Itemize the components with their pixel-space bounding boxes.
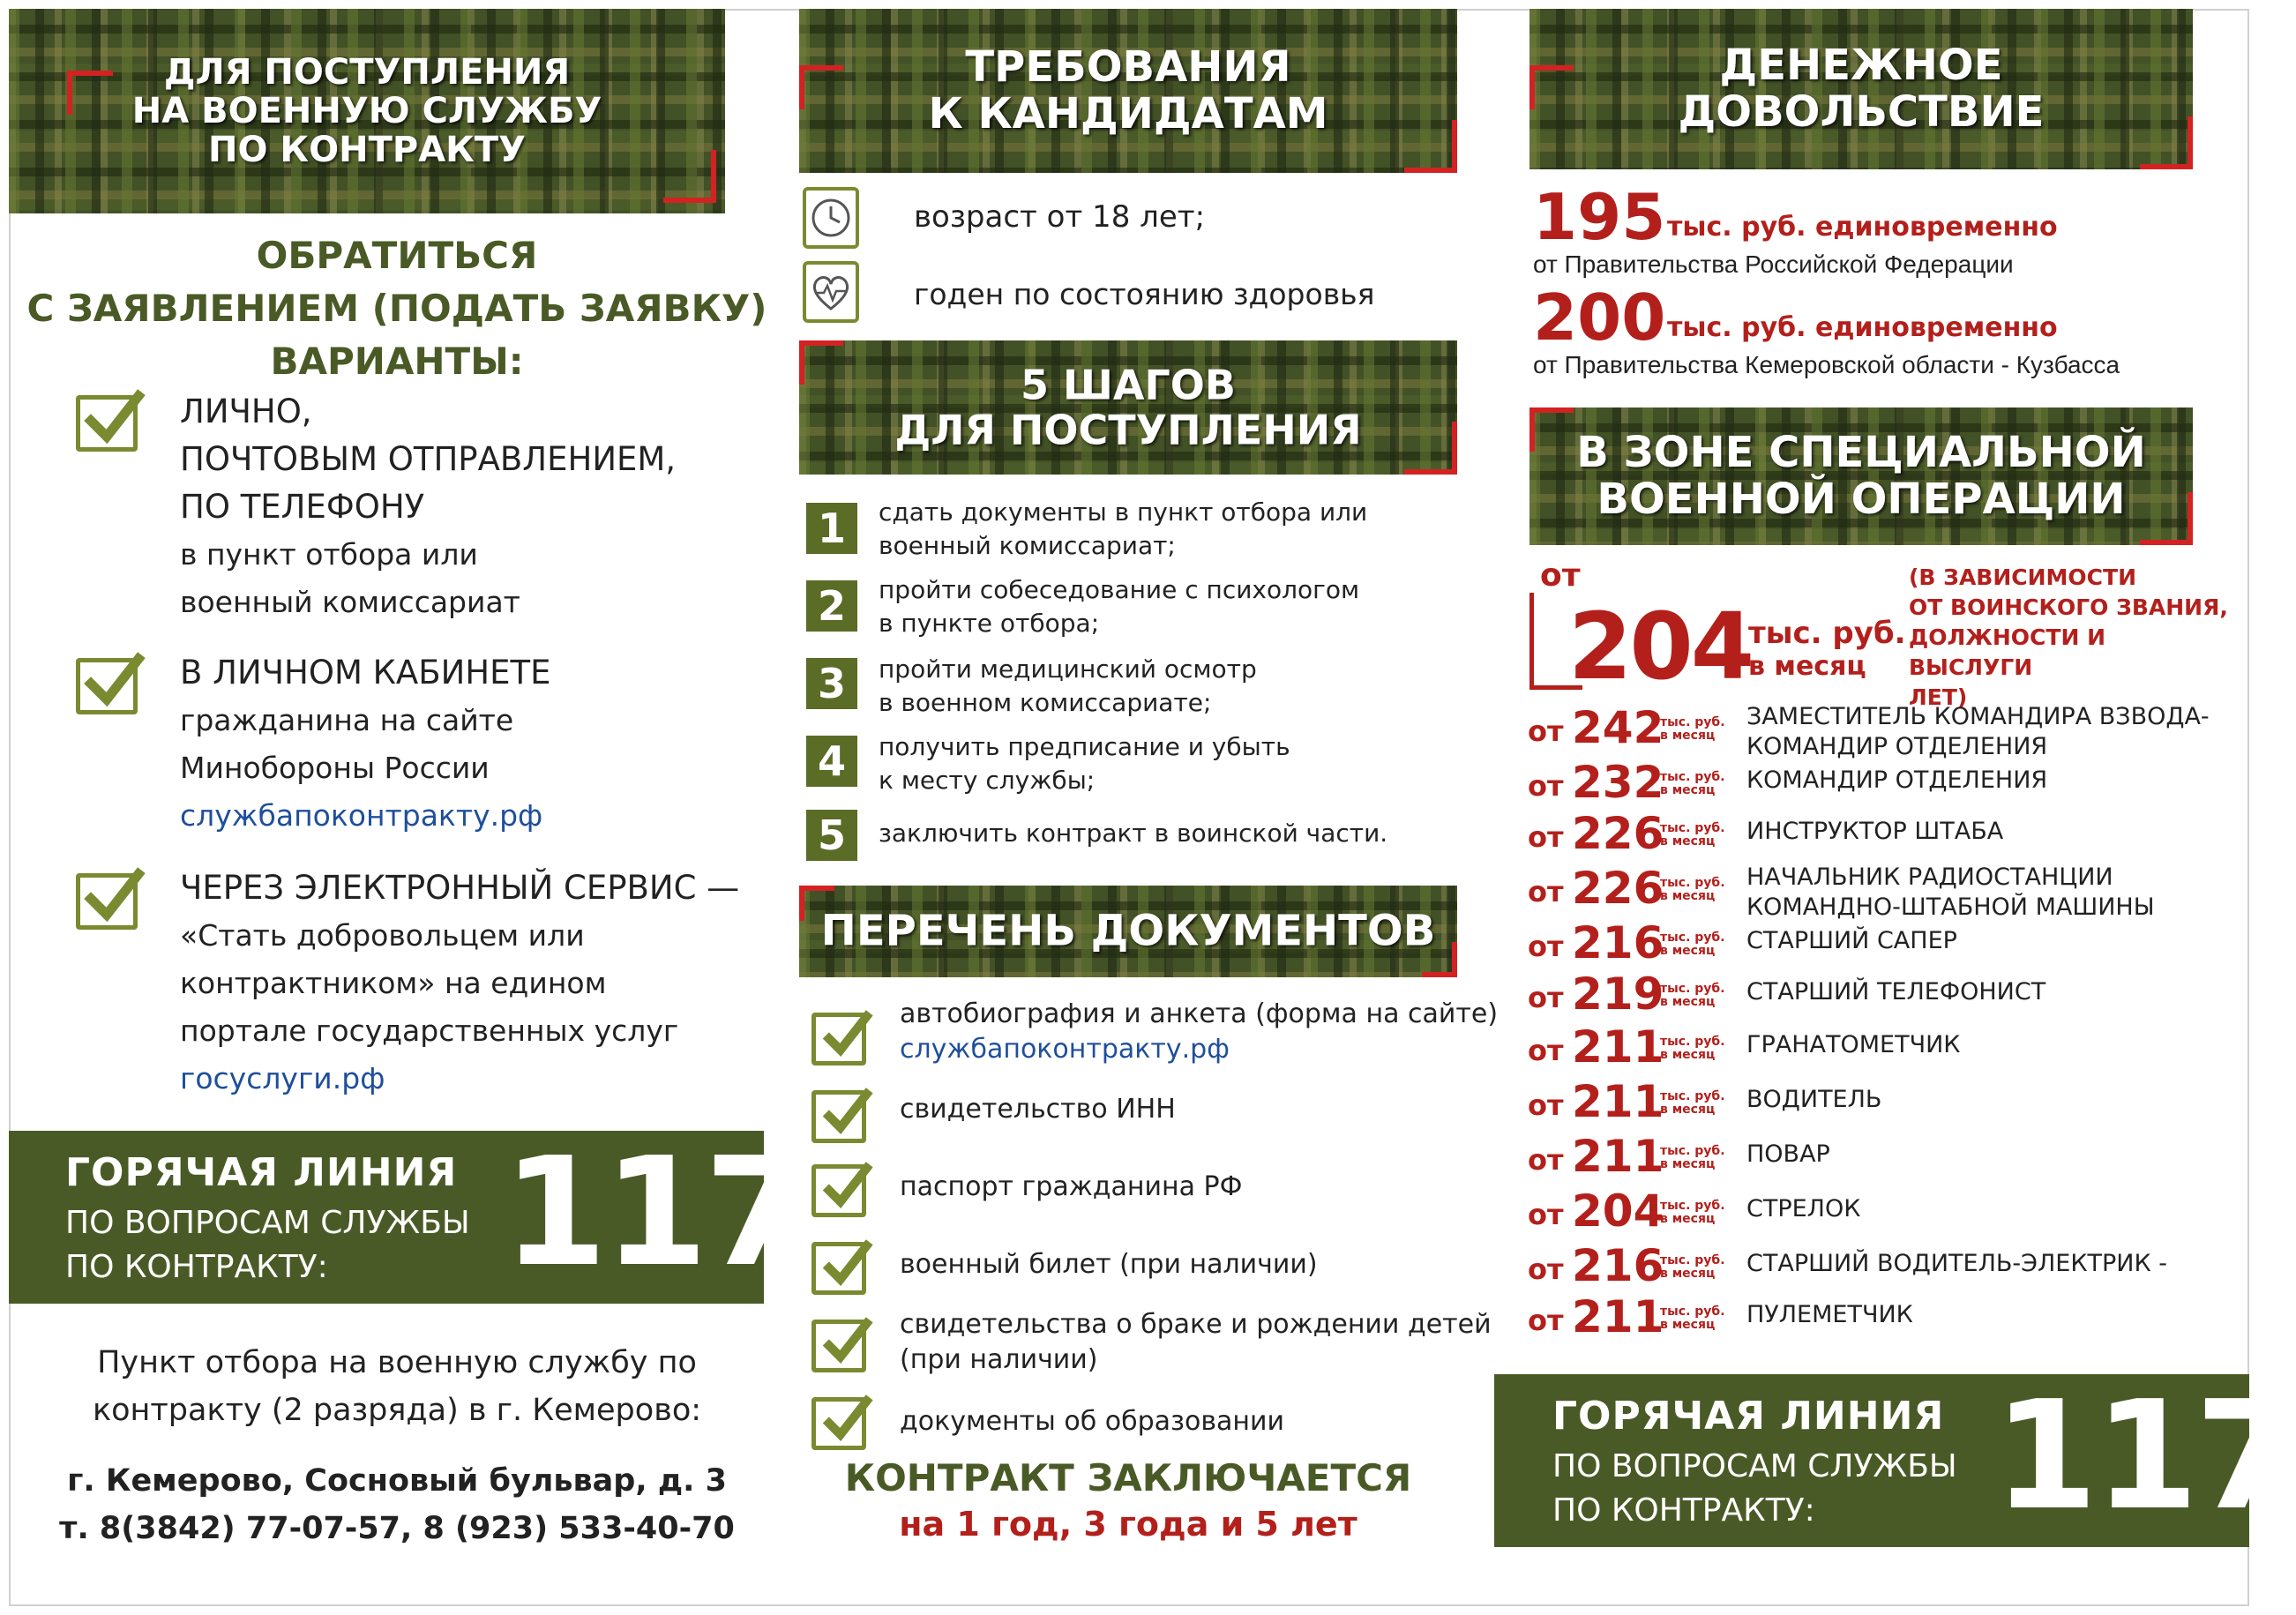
header-documents <box>799 886 1457 977</box>
hotline-number[interactable]: 117 <box>503 1125 805 1300</box>
pay-row: от 211 тыс. руб. в месяц ВОДИТЕЛЬ <box>1528 1076 1882 1127</box>
header-steps-title: 5 ШАГОВ ДЛЯ ПОСТУПЛЕНИЯ <box>894 361 1362 453</box>
doc-item: свидетельство ИНН <box>900 1094 1176 1125</box>
doc-item: автобиография и анкета (форма на сайте) службапоконтракту.рф <box>900 997 1498 1067</box>
pay-row: от 204 тыс. руб. в месяц СТРЕЛОК <box>1528 1185 1861 1237</box>
step-text: заключить контракт в воинской части. <box>879 819 1388 848</box>
step-text: пройти медицинский осмотр в военном комиссариате; <box>879 654 1257 717</box>
header-steps <box>799 340 1457 475</box>
header-requirements-title: ТРЕБОВАНИЯ К КАНДИДАТАМ <box>928 42 1328 138</box>
option-electronic-service: ЧЕРЕЗ ЭЛЕКТРОННЫЙ СЕРВИС — «Стать добровольцем или контрактником» на едином портале государственных услуг госуслуги.рф <box>180 864 739 1103</box>
step-text: получить предписание и убыть к месту службы; <box>879 732 1290 795</box>
doc-item: свидетельства о браке и рождении детей (при наличии) <box>900 1309 1492 1375</box>
pay-row: от 211 тыс. руб. в месяц ПОВАР <box>1528 1131 1830 1182</box>
pay-row: от 226 тыс. руб. в месяц НАЧАЛЬНИК РАДИОСТАНЦИИ КОМАНДНО-ШТАБНОЙ МАШИНЫ <box>1528 863 2155 921</box>
link-sluzhba[interactable]: службапоконтракту.рф <box>180 798 543 833</box>
step-number: 2 <box>806 580 857 632</box>
pay-one-time-regional: 200 тыс. руб. единовременно от Правительства Кемеровской области - Кузбасса <box>1533 280 2120 378</box>
hotline-title: ГОРЯЧАЯ ЛИНИЯ <box>65 1150 458 1195</box>
doc-item: военный билет (при наличии) <box>900 1249 1318 1280</box>
checkbox-icon <box>811 1164 866 1217</box>
requirement-health: годен по состоянию здоровья <box>914 277 1375 311</box>
doc-item: документы об образовании <box>900 1406 1285 1437</box>
header-pay-title: ДЕНЕЖНОЕ ДОВОЛЬСТВИЕ <box>1678 41 2045 137</box>
checkbox-icon <box>811 1090 866 1143</box>
header-svo-title: В ЗОНЕ СПЕЦИАЛЬНОЙ ВОЕННОЙ ОПЕРАЦИИ <box>1576 428 2146 524</box>
step-number: 5 <box>806 810 857 861</box>
checkbox-icon <box>76 395 138 452</box>
header-documents-title: ПЕРЕЧЕНЬ ДОКУМЕНТОВ <box>820 906 1436 956</box>
hotline-banner-left <box>9 1125 805 1304</box>
checkbox-icon <box>811 1013 866 1065</box>
apply-title: ОБРАТИТЬСЯ С ЗАЯВЛЕНИЕМ (ПОДАТЬ ЗАЯВКУ) ВАРИАНТЫ: <box>26 234 767 383</box>
header-svo <box>1529 407 2193 545</box>
header-requirements <box>799 9 1457 173</box>
requirement-age: возраст от 18 лет; <box>914 199 1206 235</box>
pay-row: от 226 тыс. руб. в месяц ИНСТРУКТОР ШТАБА <box>1528 808 2004 859</box>
checkbox-icon <box>811 1397 866 1450</box>
link-gosuslugi[interactable]: госуслуги.рф <box>180 1061 385 1095</box>
hotline-sub: ПО ВОПРОСАМ СЛУЖБЫ <box>65 1205 470 1241</box>
hotline-sub: ПО КОНТРАКТУ: <box>1552 1492 1815 1529</box>
pay-row: от 211 тыс. руб. в месяц ГРАНАТОМЕТЧИК <box>1528 1021 1961 1073</box>
checkbox-icon <box>811 1242 866 1295</box>
contract-terms-block: КОНТРАКТ ЗАКЛЮЧАЕТСЯ на 1 год, 3 года и 5 лет <box>844 1456 1412 1544</box>
checkbox-icon <box>76 873 138 930</box>
header-contract-service-title: ДЛЯ ПОСТУПЛЕНИЯ НА ВОЕННУЮ СЛУЖБУ ПО КОНТРАКТУ <box>131 52 602 170</box>
step-number: 4 <box>806 736 857 787</box>
hotline-title: ГОРЯЧАЯ ЛИНИЯ <box>1552 1394 1945 1439</box>
link-sluzhba-docs[interactable]: службапоконтракту.рф <box>900 1034 1230 1065</box>
step-text: сдать документы в пункт отбора или военный комиссариат; <box>879 497 1368 560</box>
heart-pulse-icon <box>803 261 859 323</box>
pay-row: от 232 тыс. руб. в месяц КОМАНДИР ОТДЕЛЕНИЯ <box>1528 757 2048 808</box>
pay-row: от 216 тыс. руб. в месяц СТАРШИЙ ВОДИТЕЛЬ-ЭЛЕКТРИК - <box>1528 1240 2167 1291</box>
option-personal-account: В ЛИЧНОМ КАБИНЕТЕ гражданина на сайте Минобороны России службапоконтракту.рф <box>180 649 550 840</box>
hotline-banner-right <box>1494 1369 2296 1547</box>
hotline-sub: ПО КОНТРАКТУ: <box>65 1249 328 1285</box>
hotline-number[interactable]: 117 <box>1993 1369 2296 1544</box>
step-number: 3 <box>806 658 857 709</box>
clock-icon <box>803 187 859 249</box>
step-text: пройти собеседование с психологом в пункте отбора; <box>879 575 1360 638</box>
header-contract-service <box>9 9 725 213</box>
checkbox-icon <box>76 658 138 714</box>
pay-row: от 216 тыс. руб. в месяц СТАРШИЙ САПЕР <box>1528 917 1957 968</box>
step-number: 1 <box>806 503 857 554</box>
pay-main: от 204 тыс. руб. в месяц (В ЗАВИСИМОСТИ ОТ ВОИНСКОГО ЗВАНИЯ, ДОЛЖНОСТИ И ВЫСЛУГИ ЛЕТ) <box>1529 557 2235 699</box>
option-in-person: ЛИЧНО, ПОЧТОВЫМ ОТПРАВЛЕНИЕМ, ПО ТЕЛЕФОНУ в пункт отбора или военный комиссариат <box>180 393 677 619</box>
doc-item: паспорт гражданина РФ <box>900 1171 1243 1202</box>
checkbox-icon <box>811 1320 866 1372</box>
pay-one-time-federal: 195 тыс. руб. единовременно от Правительства Российской Федерации <box>1533 180 2058 278</box>
hotline-sub: ПО ВОПРОСАМ СЛУЖБЫ <box>1552 1448 1957 1484</box>
header-pay <box>1529 9 2193 169</box>
address-block: Пункт отбора на военную службу по контракту (2 разряда) в г. Кемерово: г. Кемерово, Сосновый бульвар, д. 3 т. 8(3842) 77-07-57, 8 (923) 533-40-70 <box>59 1345 735 1546</box>
pay-row: от 211 тыс. руб. в месяц ПУЛЕМЕТЧИК <box>1528 1291 1913 1342</box>
pay-row: от 219 тыс. руб. в месяц СТАРШИЙ ТЕЛЕФОНИСТ <box>1528 968 2046 1020</box>
pay-row: от 242 тыс. руб. в месяц ЗАМЕСТИТЕЛЬ КОМАНДИРА ВЗВОДА- КОМАНДИР ОТДЕЛЕНИЯ <box>1528 702 2210 760</box>
